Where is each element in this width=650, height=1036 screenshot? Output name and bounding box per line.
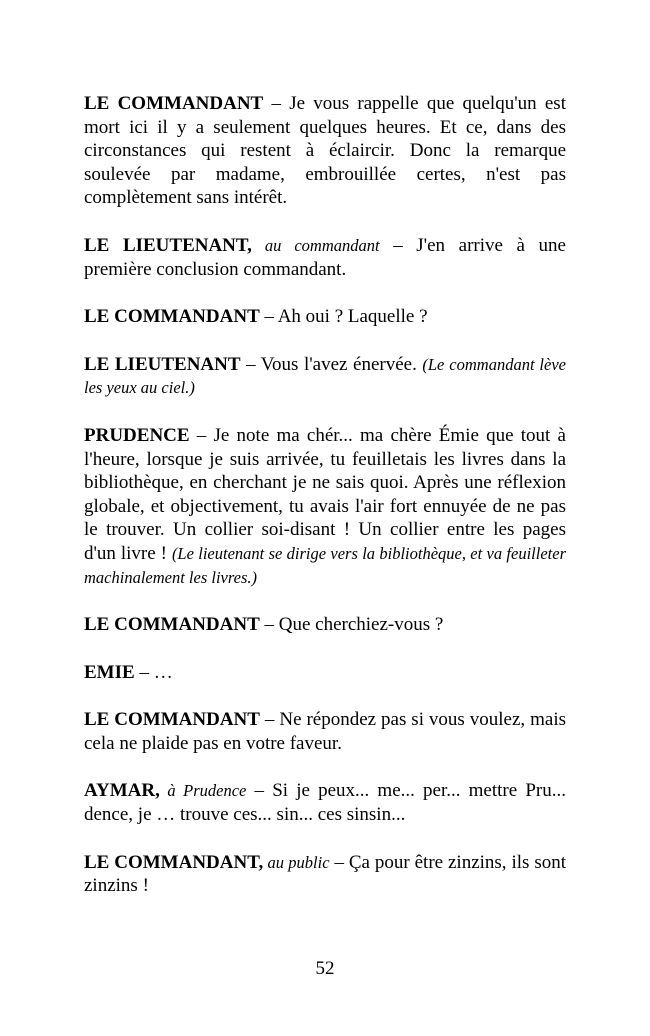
speaker-name: LE COMMANDANT, bbox=[84, 851, 264, 873]
speaker-name: LE COMMANDANT bbox=[84, 306, 260, 328]
page-content bbox=[84, 92, 566, 898]
speaker-name: LE COMMANDANT bbox=[84, 93, 264, 114]
dialogue-text: – Ah oui ? Laquelle ? bbox=[259, 306, 428, 328]
dialogue-text: – Je vous rappelle que quelqu'un est mort ici il y a seulement quelques heures. Et ce, dans des circonstances qui restent à éclaircir. Donc la remarque soulevée par madame, embrouillée certes, n'est pas complètement sans intérêt. bbox=[84, 93, 566, 209]
dialogue-paragraph bbox=[84, 234, 566, 281]
dialogue-paragraph bbox=[84, 613, 566, 637]
stage-direction: (Le lieutenant se dirige vers la bibliothèque, et va feuilleter machinalement les livres.) bbox=[84, 543, 566, 587]
dialogue-text: – Si je peux... me... per... mettre Pru... dence, je … trouve ces... sin... ces sinsin... bbox=[84, 780, 566, 826]
speaker-name: PRUDENCE bbox=[84, 424, 190, 446]
speaker-name: LE LIEUTENANT, bbox=[84, 234, 252, 256]
dialogue-paragraph bbox=[84, 424, 566, 589]
stage-direction: au commandant bbox=[251, 235, 380, 255]
speaker-name: LE COMMANDANT bbox=[84, 614, 260, 636]
stage-direction: au public bbox=[263, 852, 330, 872]
dialogue-paragraph bbox=[84, 851, 566, 898]
dialogue-text: – Ça pour être zinzins, ils sont zinzins ! bbox=[84, 851, 566, 897]
dialogue-text: – J'en arrive à une première conclusion commandant. bbox=[84, 234, 566, 280]
dialogue-paragraph bbox=[84, 353, 566, 400]
dialogue-text: – … bbox=[134, 661, 173, 683]
stage-direction: (Le commandant lève les yeux au ciel.) bbox=[84, 354, 566, 398]
stage-direction: à Prudence bbox=[159, 781, 247, 801]
dialogue-paragraph bbox=[84, 708, 566, 755]
speaker-name: LE COMMANDANT bbox=[84, 709, 260, 731]
speaker-name: EMIE bbox=[84, 661, 135, 683]
dialogue-text: – Je note ma chér... ma chère Émie que tout à l'heure, lorsque je suis arrivée, tu feuilletais les livres dans la bibliothèque, en cherchant je ne sais quoi. Après une réflexion globale, et objectivement, tu avais l'air fort ennuyée de ne pas le trouver. Un collier soi-disant ! Un collier entre les pages d'un livre ! bbox=[84, 424, 566, 564]
dialogue-text: – Que cherchiez-vous ? bbox=[259, 614, 444, 636]
dialogue-paragraph bbox=[84, 92, 566, 210]
speaker-name: AYMAR, bbox=[84, 780, 160, 802]
dialogue-paragraph bbox=[84, 305, 566, 329]
dialogue-text: – Vous l'avez énervée. bbox=[240, 353, 423, 375]
dialogue-paragraph bbox=[84, 779, 566, 826]
dialogue-paragraph bbox=[84, 661, 566, 685]
dialogue-text: – Ne répondez pas si vous voulez, mais cela ne plaide pas en votre faveur. bbox=[84, 709, 566, 754]
speaker-name: LE LIEUTENANT bbox=[84, 353, 241, 375]
page-number: 52 bbox=[315, 958, 335, 979]
